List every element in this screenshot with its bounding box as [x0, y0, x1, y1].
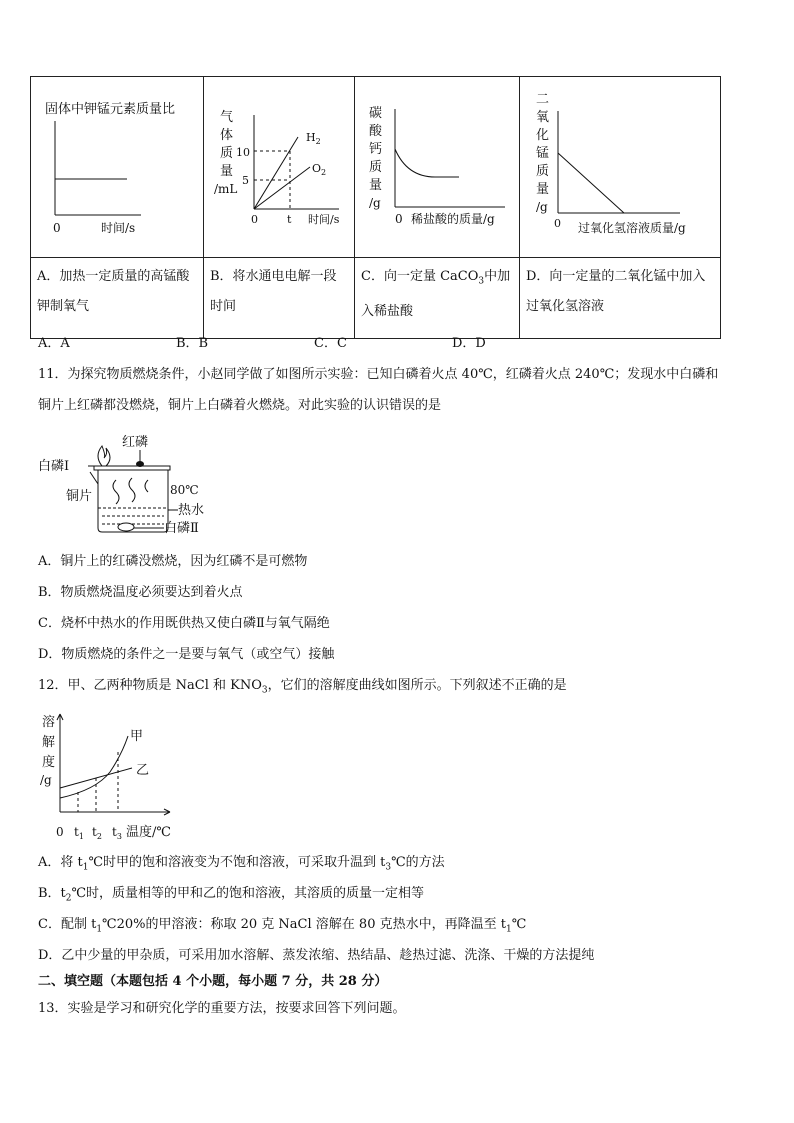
q10-table: [30, 76, 721, 339]
label-white-phosphorus-2: 白磷Ⅱ: [164, 521, 199, 536]
q12-origin: 0: [56, 825, 64, 839]
graph-b-ylabel-2: 体: [220, 128, 234, 143]
graph-a-xlabel: 时间/s: [101, 221, 136, 235]
graph-d-ylabel-1: 二: [536, 92, 550, 107]
q12-option-d: D．乙中少量的甲杂质，可采用加水溶解、蒸发浓缩、热结晶、趁热过滤、洗涤、干燥的方法提纯: [38, 948, 595, 963]
q12-option-b: B．$t_2℃$时，质量相等的甲和乙的饱和溶液，其溶质的质量一定相等: [38, 886, 425, 904]
q12-ylabel-unit: /g: [40, 773, 52, 787]
q11-option-b: B．物质燃烧温度必须要达到着火点: [38, 585, 243, 600]
q12-tick-t3: $t_3$: [112, 825, 122, 841]
q11-figure: [36, 428, 236, 546]
graph-c-ylabel-4: 质: [369, 160, 383, 175]
graph-d-ylabel-unit: /g: [536, 200, 548, 214]
graph-d-ylabel-3: 化: [536, 128, 550, 143]
label-red-phosphorus: 红磷: [122, 435, 149, 450]
graph-d: [520, 77, 720, 253]
graph-b-series-h2: $H_2$: [306, 131, 321, 146]
graph-d-origin: 0: [554, 217, 561, 230]
graph-d-ylabel-6: 量: [536, 182, 550, 197]
graph-b-xlabel: 时间/s: [308, 213, 340, 226]
graph-b-tick-t: t: [287, 213, 292, 226]
label-temperature: 80℃: [170, 483, 199, 497]
q12-tick-t1: $t_1$: [74, 825, 84, 841]
graph-c-ylabel-1: 碳: [369, 106, 383, 121]
graph-b-cell: [204, 77, 355, 258]
graph-c-xlabel: 稀盐酸的质量/g: [411, 212, 495, 226]
graph-a-cell: [31, 77, 204, 258]
graph-b-ylabel-unit: /mL: [214, 182, 238, 196]
option-c-cell: [355, 258, 520, 339]
graph-c: [355, 77, 519, 253]
graph-b-ylabel-1: 气: [220, 110, 234, 125]
q10-answer-a: A．A: [38, 336, 70, 351]
graph-c-origin: 0: [395, 212, 403, 226]
option-b-text: B．将水通电电解一段时间: [210, 269, 337, 314]
graph-d-ylabel-2: 氧: [536, 110, 550, 125]
graph-c-ylabel-unit: /g: [369, 196, 381, 210]
graph-d-ylabel-4: 锰: [536, 146, 550, 161]
q12-ylabel-3: 度: [42, 755, 56, 770]
graph-c-ylabel-5: 量: [369, 178, 383, 193]
label-white-phosphorus-1: 白磷Ⅰ: [38, 459, 70, 474]
option-c-text: C．向一定量 CaCO$_3$中加入稀盐酸: [361, 269, 511, 319]
q11-stem-line1: 11．为探究物质燃烧条件，小赵同学做了如图所示实验：已知白磷着火点 40℃，红磷着火点 240℃；发现水中白磷和: [38, 367, 719, 382]
graph-b-origin: 0: [251, 213, 258, 226]
q12-solubility-chart: [36, 708, 196, 846]
q12-xlabel: 温度/℃: [126, 825, 171, 840]
q13-stem: 13．实验是学习和研究化学的重要方法，按要求回答下列问题。: [38, 1001, 406, 1016]
graph-d-ylabel-5: 质: [536, 164, 550, 179]
q12-option-c: C．配制 $t_1℃20\%$的甲溶液：称取 20 克 NaCl 溶解在 80 克热水中，再降温至 $t_1℃$: [38, 917, 527, 935]
graph-b-ylabel-3: 质: [220, 146, 234, 161]
graph-b: [204, 77, 354, 253]
section-heading: 二、填空题（本题包括 4 个小题，每小题 7 分，共 28 分）: [38, 974, 388, 989]
graph-b-series-o2: $O_2$: [312, 162, 327, 177]
q10-answer-b: B．B: [176, 336, 209, 351]
flame-icon: [98, 446, 110, 466]
option-b-cell: [204, 258, 355, 339]
graph-c-cell: [355, 77, 520, 258]
graph-b-tick-10: 10: [236, 146, 250, 159]
q12-ylabel-2: 解: [42, 735, 56, 750]
q11-option-c: C．烧杯中热水的作用既供热又使白磷Ⅱ与氧气隔绝: [38, 616, 330, 631]
q12-ylabel-1: 溶: [42, 715, 56, 730]
q11-stem-line2: 铜片上红磷都没燃烧，铜片上白磷着火燃烧。对此实验的认识错误的是: [38, 398, 442, 413]
graph-b-ylabel-4: 量: [220, 164, 234, 179]
label-hot-water: 热水: [178, 503, 205, 518]
q12-label-yi: 乙: [136, 763, 150, 778]
graph-d-cell: [520, 77, 721, 258]
label-copper: 铜片: [66, 489, 93, 504]
option-d-text: D．向一定量的二氧化锰中加入过氧化氢溶液: [526, 269, 706, 314]
graph-a-ylabel: 固体中钾锰元素质量比: [45, 102, 176, 117]
graph-c-ylabel-2: 酸: [369, 124, 383, 139]
graph-d-xlabel: 过氧化氢溶液质量/g: [578, 221, 686, 235]
graph-b-tick-5: 5: [242, 174, 249, 187]
q12-option-a: A．将 $t_1℃$时甲的饱和溶液变为不饱和溶液，可采取升温到 $t_3℃$的方法: [38, 855, 445, 873]
q12-tick-t2: $t_2$: [92, 825, 102, 841]
option-a-text: A．加热一定质量的高锰酸钾制氧气: [37, 269, 190, 314]
option-d-cell: [520, 258, 721, 339]
graph-a: [31, 77, 203, 253]
q11-option-a: A．铜片上的红磷没燃烧，因为红磷不是可燃物: [38, 554, 308, 569]
q12-stem: 12．甲、乙两种物质是 NaCl 和 $KNO_3$，它们的溶解度曲线如图所示。下列叙述不正确的是: [38, 678, 567, 696]
q10-answer-c: C．C: [314, 336, 347, 351]
q10-answer-d: D．D: [452, 336, 486, 351]
red-phosphorus-mark: [136, 461, 144, 467]
graph-c-ylabel-3: 钙: [369, 142, 383, 157]
q12-label-jia: 甲: [130, 729, 144, 744]
option-a-cell: [31, 258, 204, 339]
graph-a-origin: 0: [53, 221, 61, 235]
q11-option-d: D．物质燃烧的条件之一是要与氧气（或空气）接触: [38, 647, 335, 662]
